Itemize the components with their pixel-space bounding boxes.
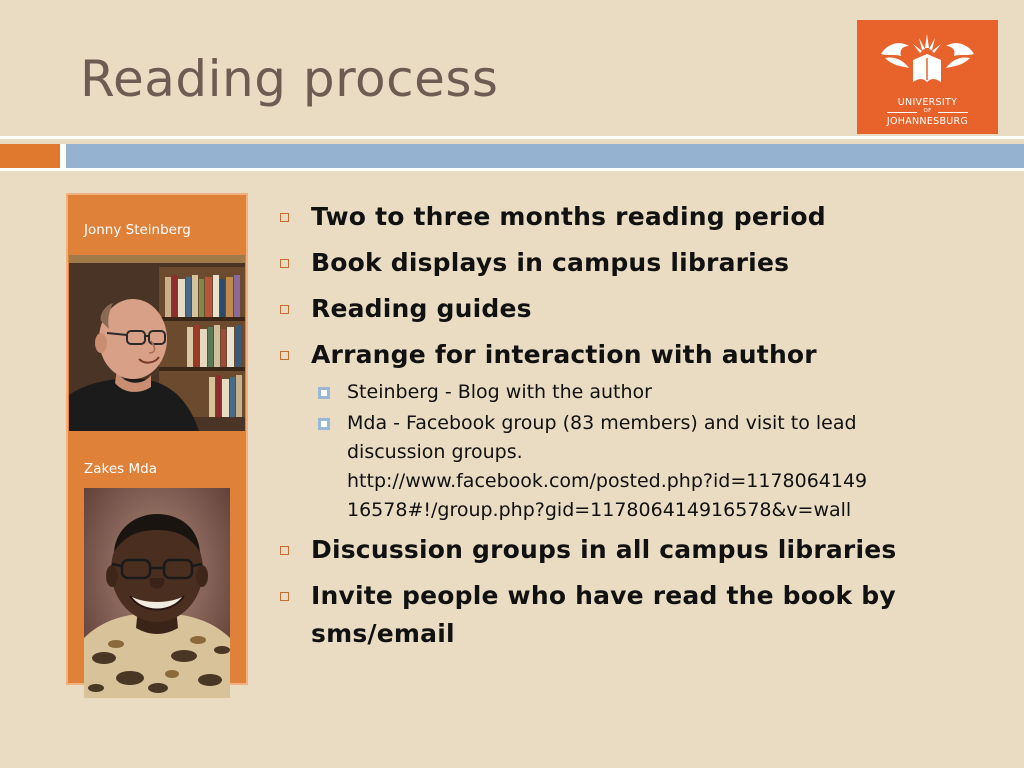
header-divider-top bbox=[0, 136, 1024, 139]
bullet-text: sms/email bbox=[311, 619, 455, 648]
bullet-list bbox=[278, 198, 998, 661]
logo-rule-right bbox=[938, 112, 968, 113]
sub-list-item bbox=[278, 409, 998, 525]
portrait-photo-steinberg bbox=[69, 255, 245, 431]
square-sub-bullet-icon bbox=[318, 387, 330, 399]
portrait-photo-mda bbox=[84, 488, 230, 698]
university-logo bbox=[857, 20, 998, 134]
list-item bbox=[278, 531, 998, 569]
sub-bullet-text: Mda - Facebook group (83 members) and visit to lead bbox=[347, 412, 857, 434]
logo-text-of: OF bbox=[923, 108, 932, 114]
bullet-text: Book displays in campus libraries bbox=[311, 248, 790, 277]
portrait-photo bbox=[84, 488, 230, 698]
logo-text-university: UNIVERSITY bbox=[897, 97, 958, 108]
sub-bullet-text: Steinberg - Blog with the author bbox=[347, 381, 652, 403]
author-label-steinberg: Jonny Steinberg bbox=[84, 222, 191, 238]
list-item bbox=[278, 290, 998, 328]
facebook-group-link: 16578#!/group.php?gid=117806414916578&v=wall bbox=[347, 499, 852, 521]
square-bullet-icon bbox=[280, 213, 289, 222]
author-label-mda: Zakes Mda bbox=[84, 461, 157, 477]
bullet-text: Two to three months reading period bbox=[311, 202, 826, 231]
square-sub-bullet-icon bbox=[318, 418, 330, 430]
square-bullet-icon bbox=[280, 305, 289, 314]
square-bullet-icon bbox=[280, 259, 289, 268]
portrait-photo bbox=[69, 255, 245, 431]
list-item bbox=[278, 244, 998, 282]
sub-list-item bbox=[278, 378, 998, 407]
square-bullet-icon bbox=[280, 546, 289, 555]
list-item bbox=[278, 198, 998, 236]
header-band-orange bbox=[0, 144, 60, 168]
bullet-text: Invite people who have read the book by bbox=[311, 581, 896, 610]
bullet-text: Reading guides bbox=[311, 294, 532, 323]
bullet-text: Discussion groups in all campus libraries bbox=[311, 535, 897, 564]
bullet-text: Arrange for interaction with author bbox=[311, 340, 817, 369]
sub-bullet-text: discussion groups. bbox=[347, 441, 523, 463]
header-band-blue bbox=[66, 144, 1024, 168]
square-bullet-icon bbox=[280, 351, 289, 360]
facebook-group-link: http://www.facebook.com/posted.php?id=1178064149 bbox=[347, 470, 868, 492]
square-bullet-icon bbox=[280, 592, 289, 601]
list-item bbox=[278, 577, 998, 653]
logo-text-johannesburg: JOHANNESBURG bbox=[886, 116, 969, 127]
university-crest-icon bbox=[873, 30, 982, 96]
slide-title: Reading process bbox=[80, 50, 499, 108]
sub-bullet-list bbox=[278, 378, 998, 525]
header-divider-bottom bbox=[0, 168, 1024, 171]
list-item bbox=[278, 336, 998, 374]
